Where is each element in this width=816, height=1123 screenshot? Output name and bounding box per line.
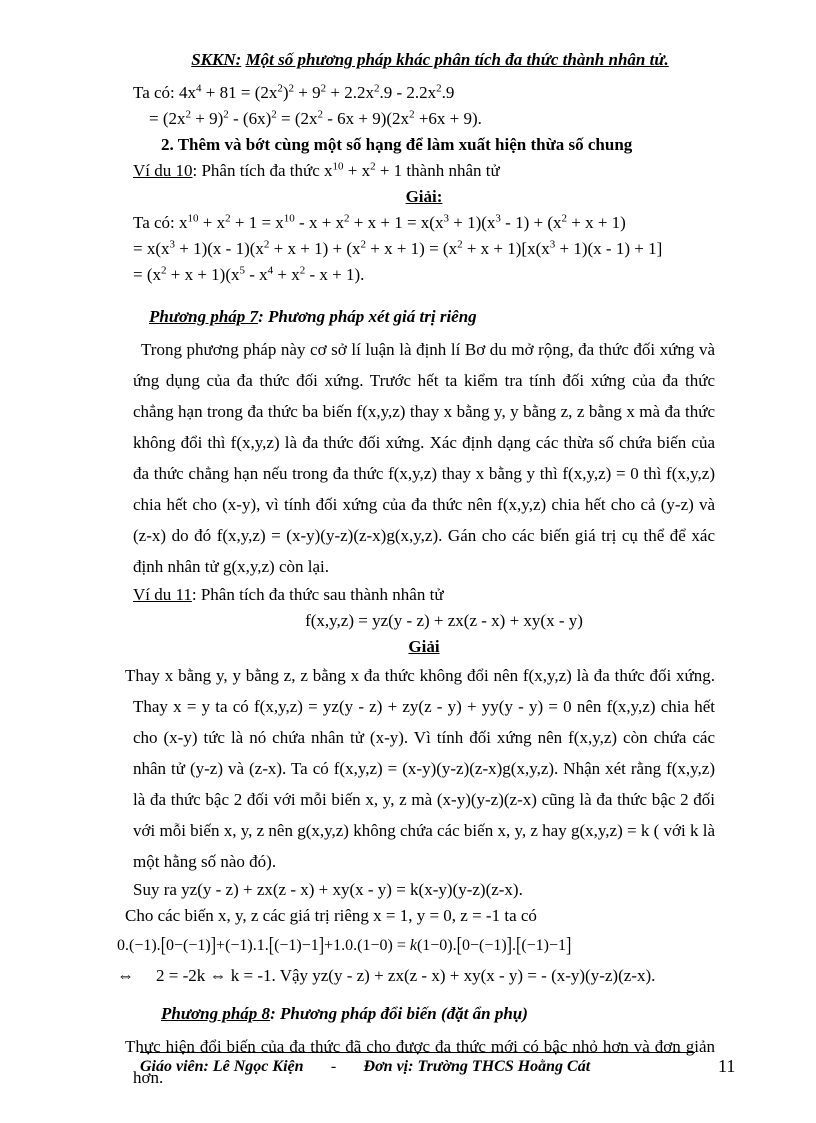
page-number: 11 xyxy=(718,1056,736,1076)
values-line: Cho các biến x, y, z các giá trị riêng x = 1, y = 0, z = -1 ta có xyxy=(125,906,537,925)
equation-line: Ta có: $4x^4 + 81 = (2x^2)^2 + 9^2 + 2.2x^2.9 - 2.2x^2.9$ xyxy=(133,82,455,102)
header-title: Một số phương pháp khác phân tích đa thức thành nhân tử. xyxy=(245,50,669,69)
example-label: Ví du 11 xyxy=(133,585,192,604)
example-label: Ví du 10 xyxy=(133,161,193,180)
equation-line: Ta có: $x^{10} + x^2 + 1 = x^{10} - x + x^2 + x + 1 = x(x^3 + 1)(x^3 - 1) + (x^2 + x + 1)$ xyxy=(133,212,626,232)
method-7-heading xyxy=(133,304,715,330)
footer-separator: - xyxy=(330,1058,337,1075)
page-footer xyxy=(140,1052,736,1086)
example-formula: f(x,y,z) = yz(y - z) + zx(z - x) + xy(x - y) xyxy=(305,611,583,630)
method-7-title: : Phương pháp xét giá trị riêng xyxy=(258,307,477,326)
page-header xyxy=(160,50,700,70)
header-label: SKKN: xyxy=(191,50,242,69)
solution-paragraph: Thay x bằng y, y bằng z, z bằng x đa thức không đổi nên f(x,y,z) là đa thức đối xứng. Thay x = y ta có f(x,y,z) = yz(y - z) + zy(z - y) + yy(y - y) = 0 nên f(x,y,z) chia hết cho (x-y) tức là nó chứa nhân tử (x-y). Vì tính đối xứng nên f(x,y,z) còn chứa các nhân tử (y-z) và (z-x). Ta có f(x,y,z) = (x-y)(y-z)(z-x)g(x,y,z). Nhận xét rằng f(x,y,z) là đa thức bậc 2 đối với mỗi biến x, y, z mà (x-y)(y-z)(z-x) cũng là đa thức bậc 2 đối với mỗi biến x, y, z nên g(x,y,z) không chứa các biến x, y, z hay g(x,y,z) = k ( với k là một hằng số nào đó). xyxy=(125,666,715,871)
solution-heading: Giải: xyxy=(405,187,443,206)
example-line: Ví du 10: Phân tích đa thức $x^{10} + x^2 + 1$ thành nhân tử xyxy=(133,160,500,180)
footer-unit: Đơn vị: Trường THCS Hoằng Cát xyxy=(363,1058,591,1075)
solution-heading: Giải xyxy=(408,637,440,656)
equation-line: = $(2x^2 + 9)^2 - (6x)^2 = (2x^2 - 6x + 9)(2x^2 +6x + 9)$. xyxy=(149,108,482,128)
method-8-label: Phương pháp 8 xyxy=(161,1004,271,1023)
result-line: ⇔ 2 = -2k ⇔ k = -1. Vậy yz(y - z) + zx(z - x) + xy(x - y) = - (x-y)(y-z)(z-x). xyxy=(117,966,656,985)
method-7-label: Phương pháp 7 xyxy=(149,307,259,326)
equation-line: = $x(x^3 + 1)(x - 1)(x^2 + x + 1) + (x^2 + x + 1) = (x^2 + x + 1)[x(x^3 + 1)(x - 1) + 1]$ xyxy=(133,238,663,258)
method-7-paragraph: Trong phương pháp này cơ sở lí luận là định lí Bơ du mở rộng, đa thức đối xứng và ứng dụng của đa thức đối xứng. Trước hết ta kiểm tra tính đối xứng của đa thức chẳng hạn trong đa thức ba biến f(x,y,z) thay x bằng y, y bằng z, z bằng x mà đa thức không đổi thì f(x,y,z) là đa thức đối xứng. Xác định dạng các thừa số chứa biến của đa thức chẳng hạn nếu trong đa thức f(x,y,z) thay x bằng y thì f(x,y,z) = 0 thì f(x,y,z) chia hết cho (x-y), vì tính đối xứng của đa thức nên f(x,y,z) chia hết cho cả (y-z) và (z-x) do đó f(x,y,z) = (x-y)(y-z)(z-x)g(x,y,z). Gán cho các biến giá trị cụ thể để xác định nhân tử g(x,y,z) còn lại. xyxy=(133,340,715,576)
footer-rule xyxy=(140,1052,695,1053)
method-8-title: : Phương pháp đổi biến (đặt ẩn phụ) xyxy=(270,1004,528,1023)
math-equation: 0.(−1).[0−(−1)]+(−1).1.[(−1)−1]+1.0.(1−0) = k(1−0).[0−(−1)].[(−1)−1] xyxy=(117,933,572,957)
method-8-heading xyxy=(133,1001,715,1027)
example-line: Ví du 11: Phân tích đa thức sau thành nhân tử xyxy=(133,585,444,604)
iff-icon: ⇔ xyxy=(117,966,134,985)
deduction-line: Suy ra yz(y - z) + zx(z - x) + xy(x - y) = k(x-y)(y-z)(z-x). xyxy=(133,880,523,899)
equation-line: = $(x^2 + x + 1)(x^5 - x^4 + x^2 - x + 1)$. xyxy=(133,264,365,284)
footer-text xyxy=(140,1058,590,1076)
method-8-paragraph: Thực hiện đổi biến của đa thức đã cho được đa thức mới có bậc nhỏ hơn và đơn giản hơn. xyxy=(125,1037,715,1087)
page-content xyxy=(117,80,715,1093)
footer-teacher: Giáo viên: Lê Ngọc Kiện xyxy=(140,1058,304,1075)
section-heading: 2. Thêm và bớt cùng một số hạng để làm xuất hiện thừa số chung xyxy=(161,135,633,154)
iff-icon: ⇔ xyxy=(209,966,227,985)
